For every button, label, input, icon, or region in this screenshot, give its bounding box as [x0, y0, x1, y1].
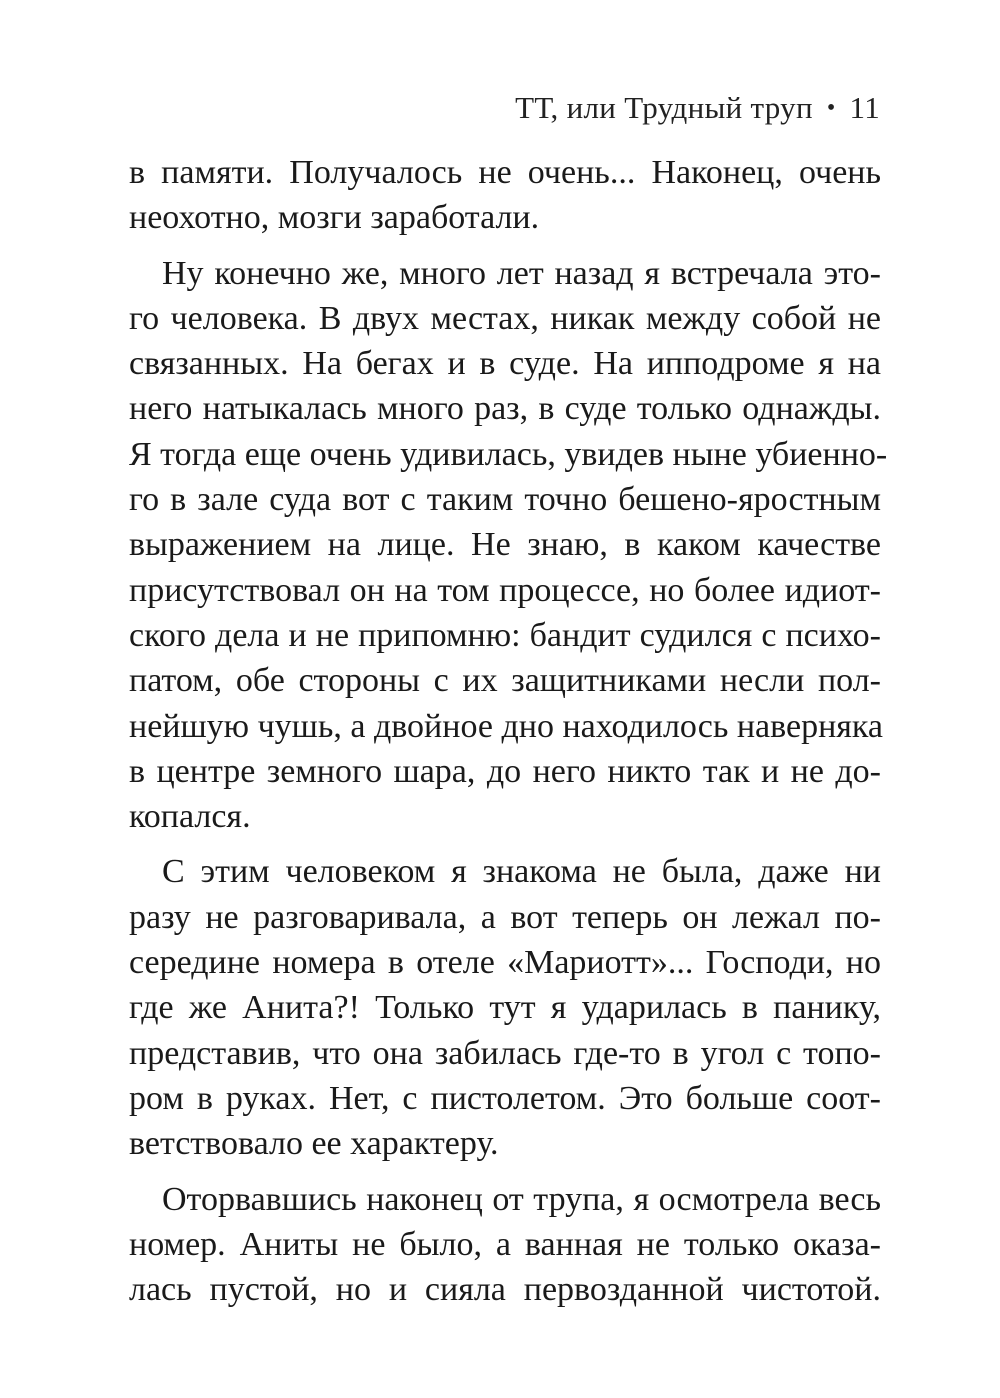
header-separator: •: [826, 95, 836, 121]
text-line: нейшую чушь, а двойное дно находилось наверняка: [129, 707, 884, 745]
text-line: Ну конечно же, много лет назад я встречала это-: [162, 254, 881, 292]
text-line: представив, что она забилась где-то в угол с топо-: [129, 1034, 881, 1072]
book-title: ТТ, или Трудный труп: [515, 90, 813, 125]
running-header: [515, 88, 880, 128]
text-line: го человека. В двух местах, никак между собой не: [129, 299, 881, 337]
text-line: копался.: [129, 798, 251, 836]
text-line: Я тогда еще очень удивилась, увидев ныне убиенно-: [129, 435, 888, 473]
text-line: ского дела и не припомню: бандит судился с психо-: [129, 616, 881, 654]
text-line: номер. Аниты не было, а ванная не только оказа-: [129, 1225, 881, 1263]
text-line: него натыкалась много раз, в суде только однажды.: [129, 390, 881, 428]
paragraph: [129, 150, 881, 241]
text-line: ром в руках. Нет, с пистолетом. Это больше соот-: [129, 1079, 881, 1117]
text-line: разу не разговаривала, а вот теперь он лежал по-: [129, 898, 881, 936]
text-line: Оторвавшись наконец от трупа, я осмотрела весь: [162, 1180, 881, 1218]
paragraph: [129, 849, 881, 1166]
text-line: связанных. На бегах и в суде. На ипподроме я на: [129, 345, 881, 383]
paragraph: [129, 1177, 881, 1313]
text-line: в центре земного шара, до него никто так и не до-: [129, 752, 881, 790]
paragraph: [129, 251, 888, 840]
text-line: неохотно, мозги заработали.: [129, 199, 540, 237]
text-line: го в зале суда вот с таким точно бешено-яростным: [129, 481, 881, 519]
text-line: ветствовало ее характеру.: [129, 1125, 499, 1163]
text-line: выражением на лице. Не знаю, в каком качестве: [129, 526, 881, 564]
text-line: С этим человеком я знакома не была, даже ни: [162, 853, 881, 891]
text-line: присутствовал он на том процессе, но более идиот-: [129, 571, 881, 609]
text-line: где же Анита?! Только тут я ударилась в панику,: [129, 989, 881, 1027]
body-text: [129, 150, 888, 1312]
text-line: патом, обе стороны с их защитниками несли пол-: [129, 662, 881, 700]
text-line: середине номера в отеле «Мариотт»... Господи, но: [129, 944, 881, 982]
text-line: лась пустой, но и сияла первозданной чистотой.: [129, 1271, 881, 1309]
page-number: 11: [849, 90, 880, 125]
text-line: в памяти. Получалось не очень... Наконец, очень: [129, 154, 881, 191]
